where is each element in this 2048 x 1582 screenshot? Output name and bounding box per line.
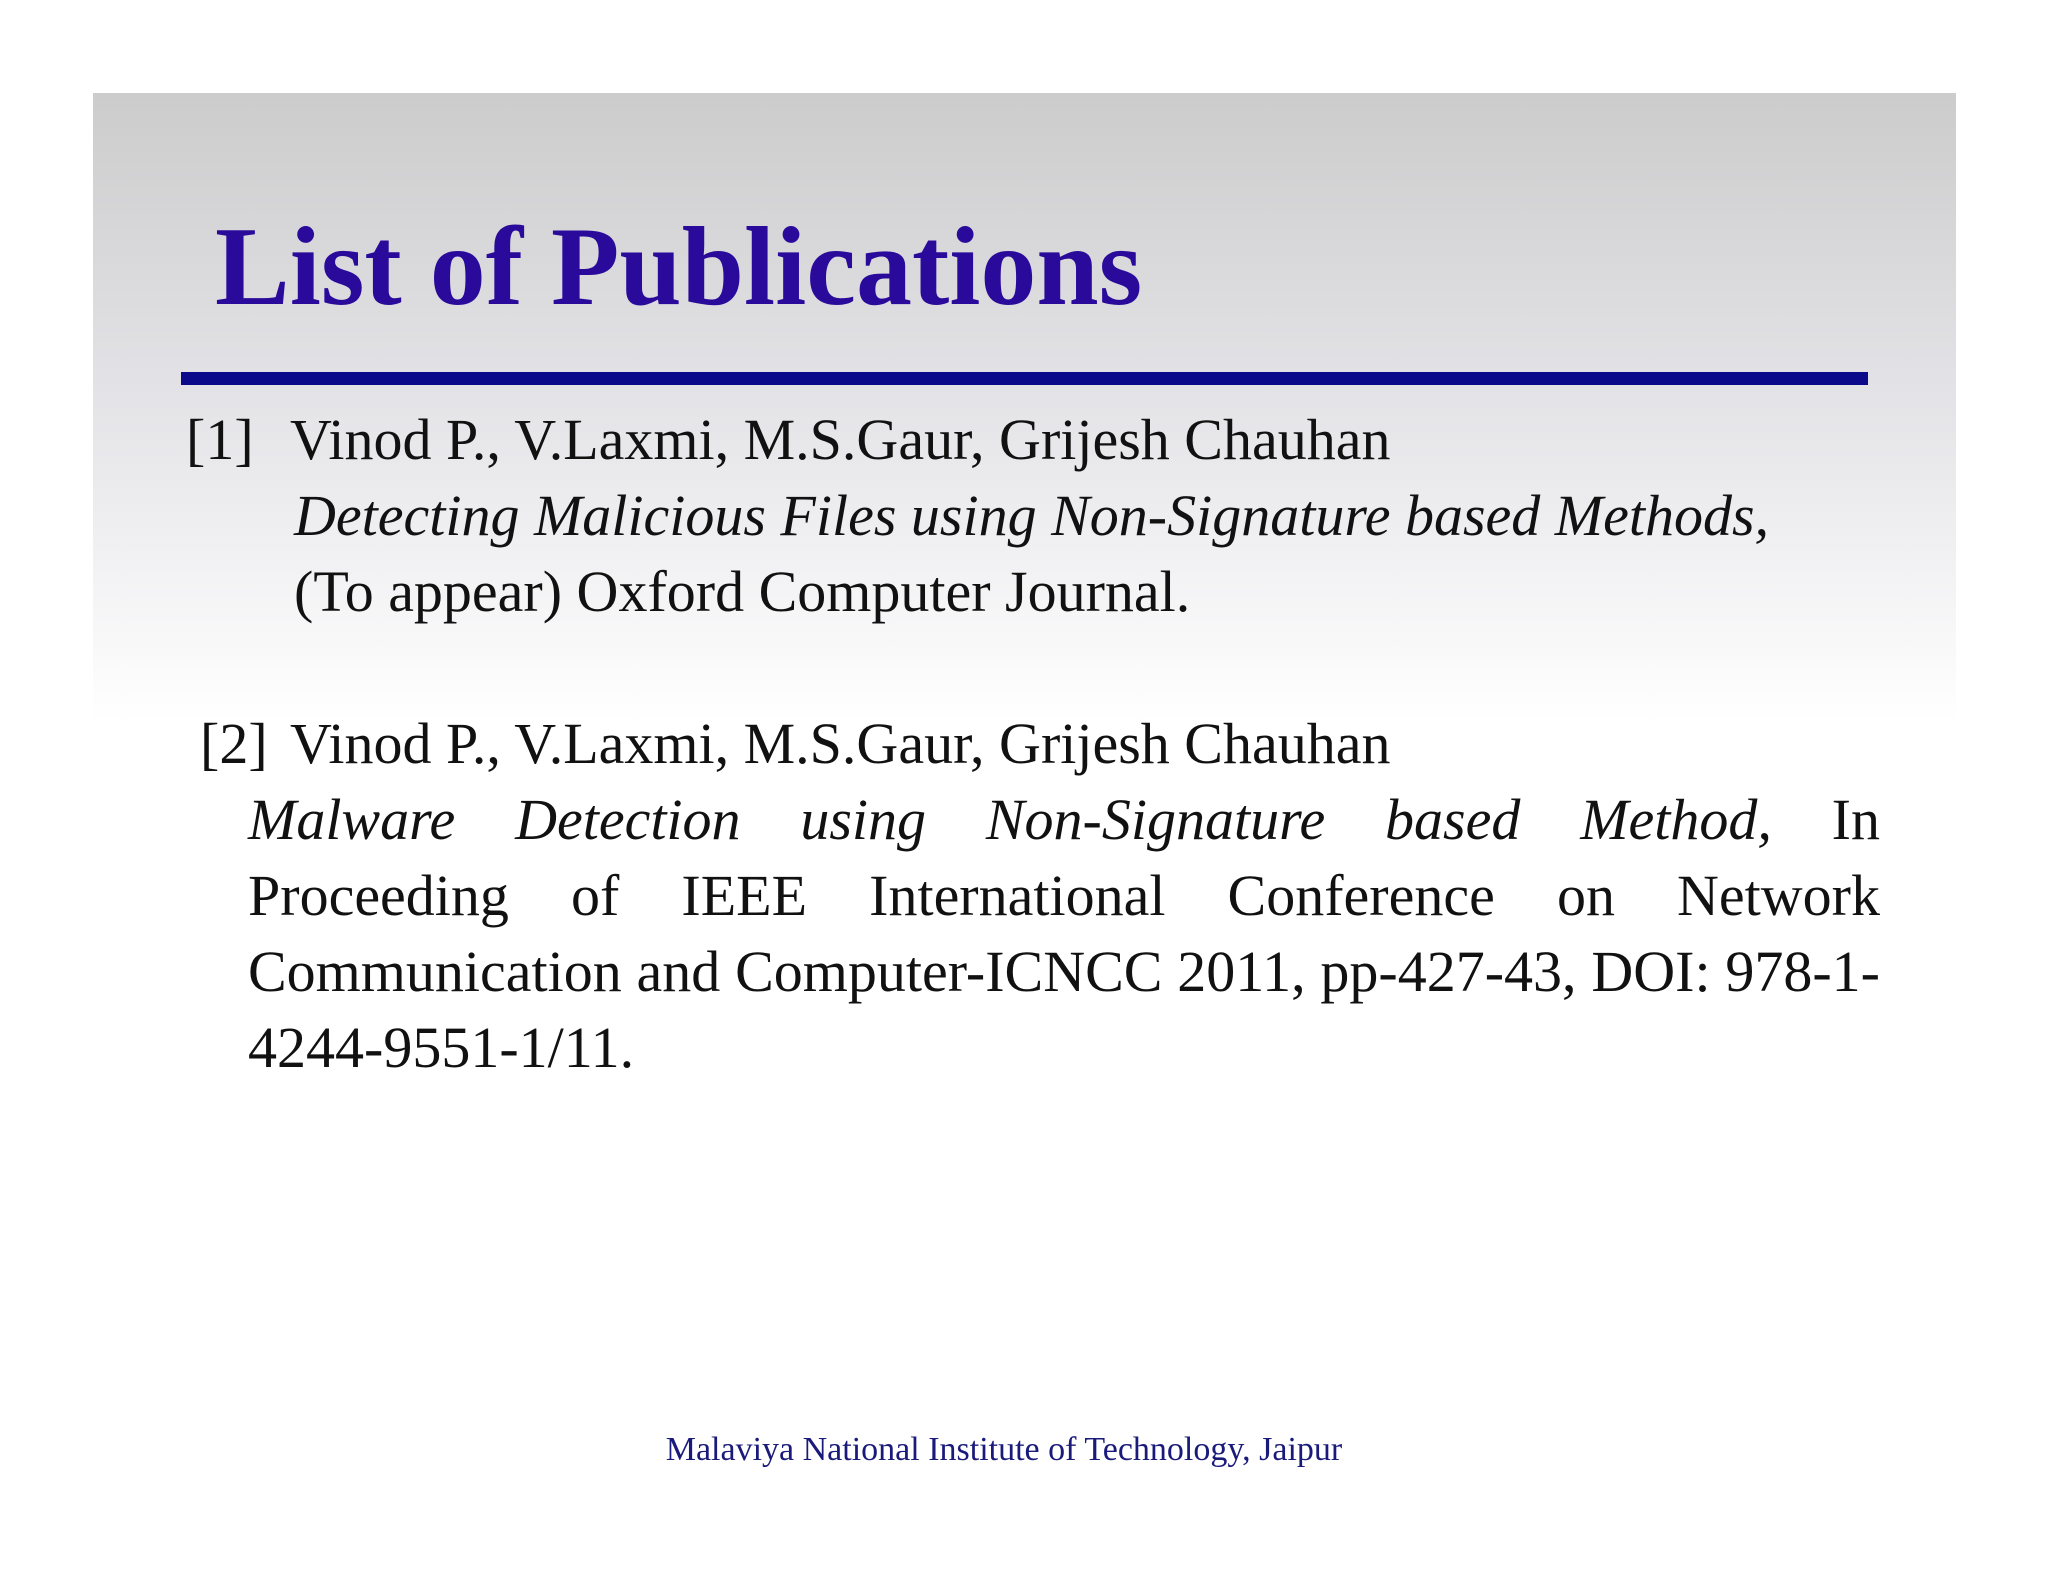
footer-institution: Malaviya National Institute of Technology, Jaipur — [665, 1431, 1343, 1468]
publication-item-1 — [186, 402, 1886, 630]
page-title: List of Publications — [215, 205, 1143, 329]
publication-2-venue: In Proceeding of IEEE International Conference on Network Communication and Computer-ICNCC 2011, pp-427-43, DOI: 978-1-4244-9551-1/11. — [248, 787, 1880, 1080]
publication-item-2 — [200, 706, 1880, 1086]
publication-2-authors: Vinod P., V.Laxmi, M.S.Gaur, Grijesh Chauhan — [290, 711, 1391, 776]
publication-2-header — [200, 706, 1880, 782]
publication-2-number: [2] — [200, 711, 268, 776]
publication-1-authors: Vinod P., V.Laxmi, M.S.Gaur, Grijesh Chauhan — [290, 407, 1391, 472]
title-divider — [181, 372, 1868, 385]
publication-1-number: [1] — [186, 407, 254, 472]
publication-1-venue: (To appear) Oxford Computer Journal. — [294, 559, 1191, 624]
publication-1-header — [186, 402, 1886, 478]
publication-2-title: Malware Detection using Non-Signature based Method, — [248, 787, 1772, 852]
publication-1-title: Detecting Malicious Files using Non-Signature based Methods, — [294, 483, 1770, 548]
publication-2-body — [248, 782, 1880, 1086]
